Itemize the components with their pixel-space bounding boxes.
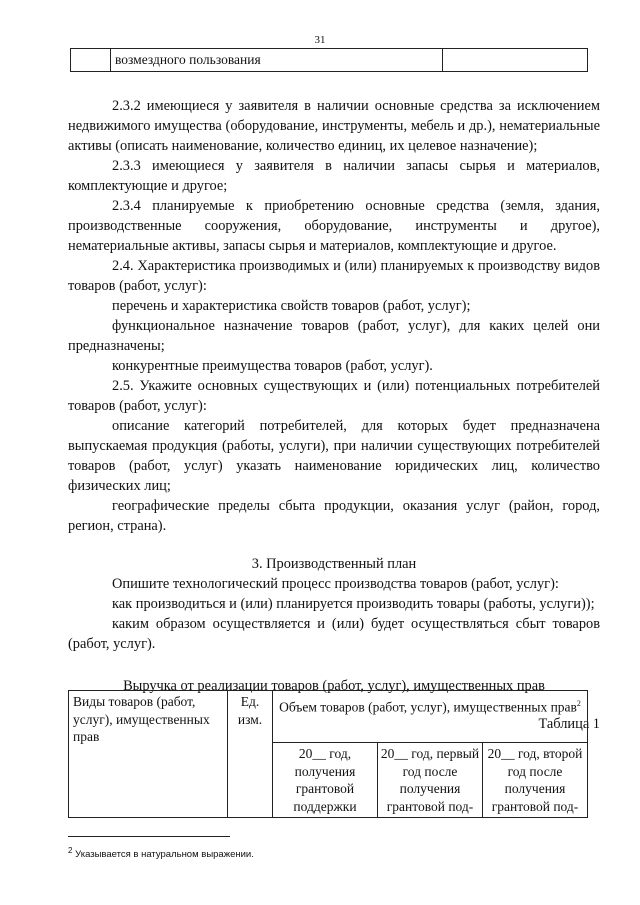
paragraph: как производиться и (или) планируется производить товары (работы, услуги)); (112, 596, 595, 612)
paragraph: каким образом осуществляется и (или) будет осуществляться сбыт товаров (работ, услуг). (68, 616, 600, 652)
footnote-divider (68, 836, 230, 837)
paragraph: Выручка от реализации товаров (работ, услуг), имущественных прав (123, 678, 545, 694)
paragraph: Опишите технологический процесс производства товаров (работ, услуг): (112, 576, 559, 592)
col-header-volume-text: Объем товаров (работ, услуг), имущественных прав (279, 699, 577, 715)
col-header-year-0: 20__ год, получения грантовой поддержки (273, 743, 378, 818)
top-table (70, 48, 588, 72)
paragraph: 2.3.3 имеющиеся у заявителя в наличии запасы сырья и материалов, комплектующие и другое; (68, 158, 600, 194)
col-header-year-1: 20__ год, первый год после получения грантовой под- (378, 743, 483, 818)
paragraph: описание категорий потребителей, для которых будет предназначена выпускаемая продукция (работы, услуги), при наличии существующих потребителей товаров (работ, услуг) указать наименование юридических лиц, количество физических лиц; (68, 418, 600, 494)
paragraph: 3. Производственный план (251, 556, 417, 572)
col-header-unit: Ед. изм. (228, 691, 273, 818)
paragraph: 2.4. Характеристика производимых и (или) планируемых к производству видов товаров (работ, услуг): (68, 258, 600, 294)
paragraph: перечень и характеристика свойств товаров (работ, услуг); (112, 298, 471, 314)
footnote-text: Указывается в натуральном выражении. (75, 849, 254, 861)
page-number: 31 (314, 34, 326, 46)
top-table-cell-text: возмездного пользования (111, 49, 443, 72)
paragraph: 2.3.4 планируемые к приобретению основные средства (земля, здания, производственные сооружения, оборудование, инструменты и другое), нематериальные активы, запасы сырья и материалов, комплектующие и другое. (68, 198, 600, 254)
footnote (68, 846, 254, 860)
footnote-mark: 2 (576, 699, 581, 708)
col-header-year-2: 20__ год, второй год после получения грантовой под- (483, 743, 588, 818)
footnote-mark: 2 (68, 846, 73, 855)
revenue-table (68, 690, 588, 818)
paragraph: 2.3.2 имеющиеся у заявителя в наличии основные средства за исключением недвижимого имущества (оборудование, инструменты, мебель и др.), нематериальные активы (описать наименование, количество единиц, их целевое назначение); (68, 98, 600, 154)
col-header-volume (273, 691, 588, 743)
paragraph: географические пределы сбыта продукции, оказания услуг (район, город, регион, страна). (68, 498, 600, 534)
paragraph: функциональное назначение товаров (работ, услуг), для каких целей они предназначены; (68, 318, 600, 354)
top-table-cell-empty (443, 49, 588, 72)
paragraph: 2.5. Укажите основных существующих и (или) потенциальных потребителей товаров (работ, услуг): (68, 378, 600, 414)
paragraph: Таблица 1 (538, 716, 600, 732)
paragraph: конкурентные преимущества товаров (работ, услуг). (112, 358, 433, 374)
document-body (68, 96, 600, 734)
top-table-cell-empty (71, 49, 111, 72)
col-header-types: Виды товаров (работ, услуг), имущественных прав (69, 691, 228, 818)
